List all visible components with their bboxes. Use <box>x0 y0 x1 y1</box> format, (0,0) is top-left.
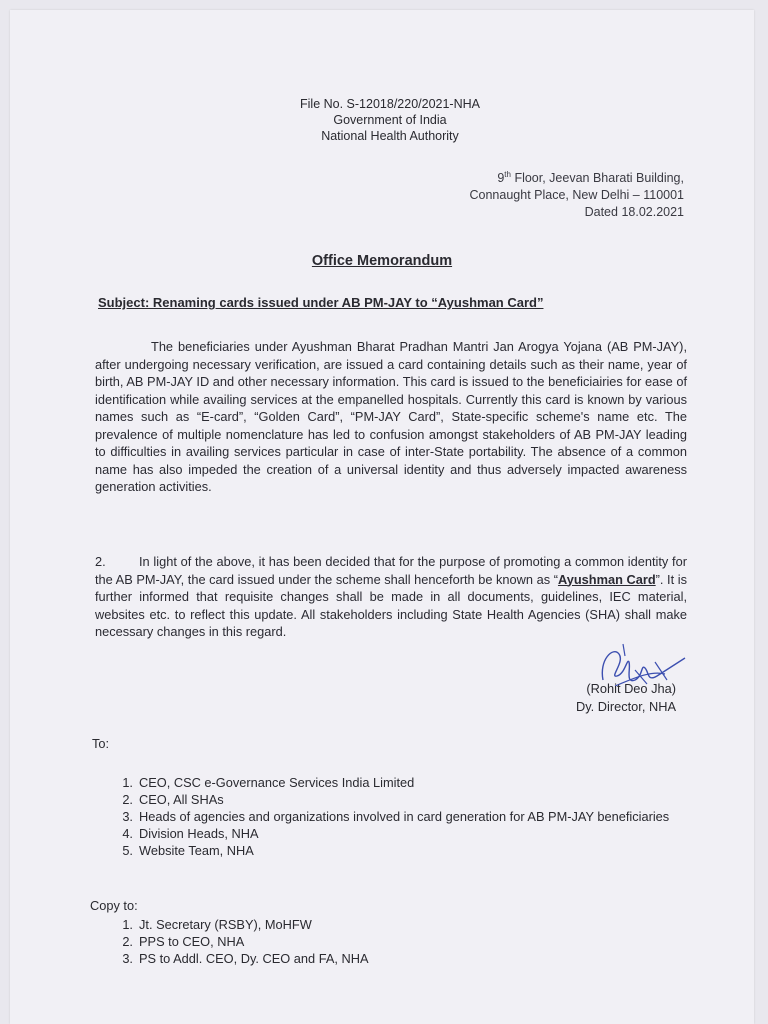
floor-suffix: th <box>504 170 511 179</box>
letterhead <box>240 96 540 144</box>
list-text: Website Team, NHA <box>139 843 254 858</box>
list-number: 3. <box>122 951 133 966</box>
address-line-1 <box>470 166 685 187</box>
memo-date: Dated 18.02.2021 <box>584 205 684 220</box>
list-number: 1. <box>122 775 133 790</box>
list-item <box>113 842 673 859</box>
list-item <box>113 916 673 933</box>
list-number: 5. <box>122 843 133 858</box>
list-text: Heads of agencies and organizations involved in card generation for AB PM-JAY beneficiaries <box>139 809 670 824</box>
list-text: CEO, All SHAs <box>139 792 224 807</box>
list-item <box>113 950 673 967</box>
paragraph-number: 2. <box>95 554 106 569</box>
paragraph-1: The beneficiaries under Ayushman Bharat Pradhan Mantri Jan Arogya Yojana (AB PM-JAY), after undergoing necessary verification, are issued a card containing details such as their name, year of birth, AB PM-JAY ID and other necessary information. This card is issued to the beneficiairies for ease of identification while availing services at the empanelled hospitals. Currently this card is known by various names such as “E-card”, “Golden Card”, “PM-JAY Card”, State-specific scheme's name etc. The prevalence of multiple nomenclature has led to confusion amongst stakeholders of AB PM-JAY leading to difficulties in availing services particular in case of inter-State portability. The absence of a common name has also impeded the creation of a universal identity and thus adversely impacted awareness generation activities. <box>95 339 687 494</box>
memo-page <box>10 10 754 1024</box>
memo-subject: Subject: Renaming cards issued under AB PM-JAY to “Ayushman Card” <box>98 295 544 310</box>
memo-title: Office Memorandum <box>311 253 453 269</box>
floor-number: 9 <box>497 171 505 186</box>
list-text: Jt. Secretary (RSBY), MoHFW <box>139 917 312 932</box>
office-address <box>470 166 685 221</box>
recipient-list <box>113 774 673 859</box>
list-text: Division Heads, NHA <box>139 826 259 841</box>
address-line-2: Connaught Place, New Delhi – 110001 <box>469 188 684 203</box>
list-item <box>113 808 673 825</box>
list-number: 2. <box>122 792 133 807</box>
copy-to-label: Copy to: <box>90 898 138 913</box>
list-text: PS to Addl. CEO, Dy. CEO and FA, NHA <box>139 951 369 966</box>
copy-to-list <box>113 916 673 967</box>
list-number: 3. <box>122 809 133 824</box>
list-number: 1. <box>122 917 133 932</box>
list-item <box>113 933 673 950</box>
list-item <box>113 791 673 808</box>
list-number: 4. <box>122 826 133 841</box>
signature-block <box>576 680 676 716</box>
card-name: Ayushman Card <box>557 571 656 587</box>
authority-name: National Health Authority <box>321 129 459 143</box>
to-label: To: <box>92 736 110 751</box>
floor-text: Floor, Jeevan Bharati Building, <box>510 171 684 186</box>
government-name: Government of India <box>333 113 447 127</box>
file-number: File No. S-12018/220/2021-NHA <box>300 97 480 111</box>
list-item <box>113 825 673 842</box>
paragraph-2-text-b: ”. It is further informed that requisite changes shall be made in all documents, guidelines, IEC material, websites etc. to reflect this update. All stakeholders including State Health Agencies (SHA) shall make necessary changes in this regard. <box>95 571 687 639</box>
signatory-name: (Rohit Deo Jha) <box>586 681 676 696</box>
list-number: 2. <box>122 934 133 949</box>
paragraph-2 <box>95 553 687 641</box>
list-item <box>113 774 673 791</box>
list-text: PPS to CEO, NHA <box>139 934 245 949</box>
paragraph-2-text-a: In light of the above, it has been decided that for the purpose of promoting a common identity for the AB PM-JAY, the card issued under the scheme shall henceforth be known as “ <box>95 554 687 587</box>
list-text: CEO, CSC e-Governance Services India Limited <box>139 775 415 790</box>
signatory-designation: Dy. Director, NHA <box>575 699 676 714</box>
